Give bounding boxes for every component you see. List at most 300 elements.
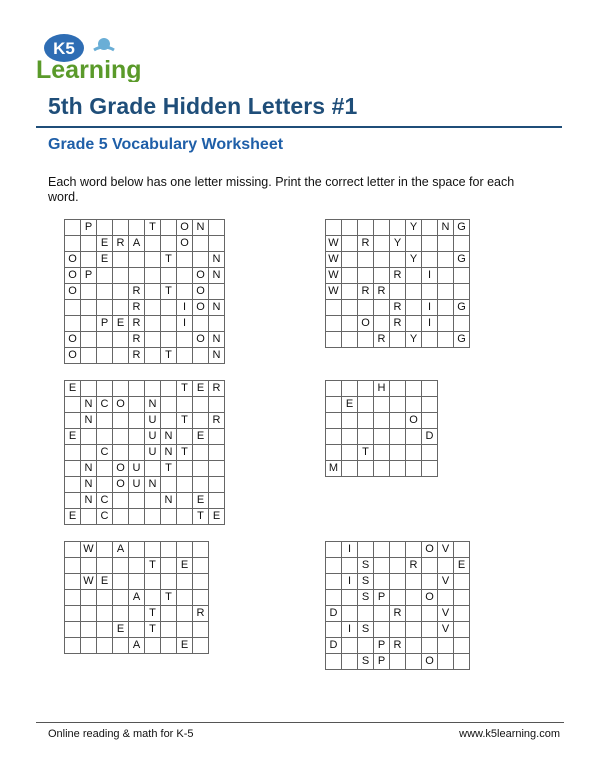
grid-cell[interactable]	[161, 477, 177, 493]
grid-cell[interactable]	[390, 332, 406, 348]
grid-cell[interactable]: T	[177, 413, 193, 429]
grid-cell[interactable]	[390, 220, 406, 236]
grid-cell[interactable]	[177, 509, 193, 525]
grid-cell[interactable]: O	[358, 316, 374, 332]
grid-cell[interactable]	[326, 413, 342, 429]
grid-cell[interactable]: O	[422, 590, 438, 606]
grid-cell[interactable]	[145, 590, 161, 606]
grid-cell[interactable]	[358, 268, 374, 284]
grid-cell[interactable]: C	[97, 397, 113, 413]
grid-cell[interactable]	[454, 284, 470, 300]
grid-cell[interactable]	[342, 429, 358, 445]
grid-cell[interactable]	[129, 268, 145, 284]
grid-cell[interactable]	[326, 622, 342, 638]
grid-cell[interactable]	[374, 413, 390, 429]
grid-cell[interactable]: S	[358, 558, 374, 574]
grid-cell[interactable]: Y	[390, 236, 406, 252]
grid-cell[interactable]	[326, 397, 342, 413]
grid-cell[interactable]	[145, 493, 161, 509]
grid-cell[interactable]	[406, 638, 422, 654]
grid-cell[interactable]	[97, 638, 113, 654]
grid-cell[interactable]	[390, 284, 406, 300]
grid-cell[interactable]	[65, 606, 81, 622]
grid-cell[interactable]	[177, 493, 193, 509]
grid-cell[interactable]: W	[326, 236, 342, 252]
grid-cell[interactable]: V	[438, 574, 454, 590]
grid-cell[interactable]	[145, 252, 161, 268]
grid-cell[interactable]	[145, 236, 161, 252]
grid-cell[interactable]	[454, 606, 470, 622]
grid-cell[interactable]	[342, 300, 358, 316]
grid-cell[interactable]	[65, 558, 81, 574]
grid-cell[interactable]	[209, 284, 225, 300]
grid-cell[interactable]	[65, 445, 81, 461]
grid-cell[interactable]	[177, 622, 193, 638]
grid-cell[interactable]	[406, 268, 422, 284]
grid-cell[interactable]: R	[193, 606, 209, 622]
grid-cell[interactable]	[81, 252, 97, 268]
grid-cell[interactable]	[81, 348, 97, 364]
grid-cell[interactable]	[81, 332, 97, 348]
grid-cell[interactable]	[113, 332, 129, 348]
grid-cell[interactable]	[145, 284, 161, 300]
grid-cell[interactable]	[177, 590, 193, 606]
grid-cell[interactable]	[177, 461, 193, 477]
grid-cell[interactable]: P	[374, 590, 390, 606]
grid-cell[interactable]	[81, 590, 97, 606]
grid-cell[interactable]	[113, 574, 129, 590]
grid-cell[interactable]	[422, 413, 438, 429]
grid-cell[interactable]	[129, 220, 145, 236]
grid-cell[interactable]: R	[358, 284, 374, 300]
grid-cell[interactable]	[145, 348, 161, 364]
grid-cell[interactable]	[97, 606, 113, 622]
grid-cell[interactable]: I	[177, 316, 193, 332]
grid-cell[interactable]: N	[209, 300, 225, 316]
grid-cell[interactable]	[358, 606, 374, 622]
grid-cell[interactable]	[209, 316, 225, 332]
grid-cell[interactable]	[145, 542, 161, 558]
grid-cell[interactable]	[129, 542, 145, 558]
grid-cell[interactable]	[374, 268, 390, 284]
grid-cell[interactable]	[342, 558, 358, 574]
grid-cell[interactable]	[129, 413, 145, 429]
grid-cell[interactable]	[390, 429, 406, 445]
grid-cell[interactable]: O	[193, 284, 209, 300]
grid-cell[interactable]	[358, 252, 374, 268]
grid-cell[interactable]: N	[438, 220, 454, 236]
grid-cell[interactable]: I	[422, 300, 438, 316]
grid-cell[interactable]: V	[438, 622, 454, 638]
grid-cell[interactable]	[406, 300, 422, 316]
grid-cell[interactable]	[438, 300, 454, 316]
grid-cell[interactable]: G	[454, 220, 470, 236]
grid-cell[interactable]: R	[374, 332, 390, 348]
grid-cell[interactable]	[454, 622, 470, 638]
grid-cell[interactable]	[177, 397, 193, 413]
grid-cell[interactable]	[374, 542, 390, 558]
grid-cell[interactable]	[145, 461, 161, 477]
grid-cell[interactable]: T	[358, 445, 374, 461]
grid-cell[interactable]	[374, 445, 390, 461]
grid-cell[interactable]: W	[326, 284, 342, 300]
grid-cell[interactable]: I	[342, 574, 358, 590]
grid-cell[interactable]	[406, 397, 422, 413]
grid-cell[interactable]	[193, 445, 209, 461]
grid-cell[interactable]	[326, 429, 342, 445]
grid-cell[interactable]	[438, 316, 454, 332]
grid-cell[interactable]: T	[145, 558, 161, 574]
grid-cell[interactable]: R	[209, 381, 225, 397]
grid-cell[interactable]	[113, 606, 129, 622]
grid-cell[interactable]	[209, 397, 225, 413]
grid-cell[interactable]	[113, 493, 129, 509]
grid-cell[interactable]	[161, 638, 177, 654]
grid-cell[interactable]: P	[374, 638, 390, 654]
grid-cell[interactable]	[193, 590, 209, 606]
grid-cell[interactable]: A	[129, 590, 145, 606]
grid-cell[interactable]	[326, 574, 342, 590]
grid-cell[interactable]	[113, 252, 129, 268]
grid-cell[interactable]	[129, 574, 145, 590]
grid-cell[interactable]	[97, 477, 113, 493]
grid-cell[interactable]: U	[145, 413, 161, 429]
grid-cell[interactable]	[193, 477, 209, 493]
grid-cell[interactable]	[81, 381, 97, 397]
grid-cell[interactable]: C	[97, 493, 113, 509]
grid-cell[interactable]	[454, 638, 470, 654]
grid-cell[interactable]	[342, 332, 358, 348]
grid-cell[interactable]: R	[129, 284, 145, 300]
grid-cell[interactable]	[65, 638, 81, 654]
grid-cell[interactable]	[374, 606, 390, 622]
grid-cell[interactable]: W	[326, 268, 342, 284]
grid-cell[interactable]	[374, 558, 390, 574]
grid-cell[interactable]	[374, 622, 390, 638]
grid-cell[interactable]	[65, 590, 81, 606]
grid-cell[interactable]: I	[177, 300, 193, 316]
grid-cell[interactable]	[65, 574, 81, 590]
grid-cell[interactable]: O	[193, 268, 209, 284]
grid-cell[interactable]: N	[209, 348, 225, 364]
grid-cell[interactable]	[326, 300, 342, 316]
grid-cell[interactable]: W	[81, 574, 97, 590]
grid-cell[interactable]	[81, 445, 97, 461]
grid-cell[interactable]: T	[161, 461, 177, 477]
grid-cell[interactable]	[193, 622, 209, 638]
grid-cell[interactable]	[358, 220, 374, 236]
grid-cell[interactable]	[113, 445, 129, 461]
grid-cell[interactable]: A	[113, 542, 129, 558]
grid-cell[interactable]	[374, 252, 390, 268]
grid-cell[interactable]: E	[193, 493, 209, 509]
grid-cell[interactable]	[406, 445, 422, 461]
grid-cell[interactable]: N	[161, 429, 177, 445]
grid-cell[interactable]: O	[65, 284, 81, 300]
grid-cell[interactable]: S	[358, 622, 374, 638]
grid-cell[interactable]: P	[81, 268, 97, 284]
grid-cell[interactable]: N	[81, 413, 97, 429]
grid-cell[interactable]	[422, 397, 438, 413]
grid-cell[interactable]	[97, 558, 113, 574]
grid-cell[interactable]	[129, 397, 145, 413]
grid-cell[interactable]	[145, 574, 161, 590]
grid-cell[interactable]: R	[129, 300, 145, 316]
grid-cell[interactable]	[454, 316, 470, 332]
grid-cell[interactable]	[438, 268, 454, 284]
grid-cell[interactable]	[438, 252, 454, 268]
grid-cell[interactable]	[97, 332, 113, 348]
grid-cell[interactable]	[129, 558, 145, 574]
grid-cell[interactable]	[358, 542, 374, 558]
grid-cell[interactable]	[406, 429, 422, 445]
grid-cell[interactable]: D	[422, 429, 438, 445]
grid-cell[interactable]	[145, 332, 161, 348]
grid-cell[interactable]: E	[65, 381, 81, 397]
grid-cell[interactable]: P	[81, 220, 97, 236]
grid-cell[interactable]	[65, 493, 81, 509]
grid-cell[interactable]: N	[81, 461, 97, 477]
grid-cell[interactable]	[113, 381, 129, 397]
grid-cell[interactable]	[81, 606, 97, 622]
grid-cell[interactable]: I	[422, 316, 438, 332]
grid-cell[interactable]: O	[422, 542, 438, 558]
grid-cell[interactable]	[81, 300, 97, 316]
grid-cell[interactable]	[358, 638, 374, 654]
grid-cell[interactable]	[454, 268, 470, 284]
grid-cell[interactable]: T	[161, 284, 177, 300]
grid-cell[interactable]	[326, 381, 342, 397]
grid-cell[interactable]: S	[358, 654, 374, 670]
grid-cell[interactable]: T	[161, 348, 177, 364]
grid-cell[interactable]	[129, 622, 145, 638]
grid-cell[interactable]	[342, 381, 358, 397]
grid-cell[interactable]: E	[65, 429, 81, 445]
grid-cell[interactable]	[326, 220, 342, 236]
grid-cell[interactable]: E	[97, 236, 113, 252]
grid-cell[interactable]: D	[326, 606, 342, 622]
grid-cell[interactable]	[374, 316, 390, 332]
grid-cell[interactable]	[406, 654, 422, 670]
grid-cell[interactable]	[374, 220, 390, 236]
grid-cell[interactable]	[145, 268, 161, 284]
grid-cell[interactable]: N	[81, 493, 97, 509]
grid-cell[interactable]	[81, 509, 97, 525]
grid-cell[interactable]: N	[81, 477, 97, 493]
grid-cell[interactable]	[438, 236, 454, 252]
grid-cell[interactable]	[193, 638, 209, 654]
grid-cell[interactable]: O	[113, 461, 129, 477]
grid-cell[interactable]	[161, 574, 177, 590]
grid-cell[interactable]	[161, 397, 177, 413]
grid-cell[interactable]	[209, 236, 225, 252]
grid-cell[interactable]	[81, 284, 97, 300]
grid-cell[interactable]: T	[145, 606, 161, 622]
grid-cell[interactable]	[65, 477, 81, 493]
grid-cell[interactable]	[342, 461, 358, 477]
grid-cell[interactable]	[390, 590, 406, 606]
grid-cell[interactable]	[374, 461, 390, 477]
grid-cell[interactable]: R	[358, 236, 374, 252]
grid-cell[interactable]	[358, 381, 374, 397]
grid-cell[interactable]: E	[454, 558, 470, 574]
grid-cell[interactable]: N	[161, 493, 177, 509]
grid-cell[interactable]	[113, 284, 129, 300]
grid-cell[interactable]: G	[454, 332, 470, 348]
grid-cell[interactable]	[177, 348, 193, 364]
grid-cell[interactable]	[342, 590, 358, 606]
grid-cell[interactable]	[390, 574, 406, 590]
grid-cell[interactable]	[177, 429, 193, 445]
grid-cell[interactable]	[113, 348, 129, 364]
grid-cell[interactable]: G	[454, 300, 470, 316]
grid-cell[interactable]: P	[97, 316, 113, 332]
grid-cell[interactable]: O	[406, 413, 422, 429]
grid-cell[interactable]	[161, 300, 177, 316]
grid-cell[interactable]: N	[81, 397, 97, 413]
grid-cell[interactable]	[81, 638, 97, 654]
grid-cell[interactable]: H	[374, 381, 390, 397]
grid-cell[interactable]	[406, 542, 422, 558]
grid-cell[interactable]: I	[342, 622, 358, 638]
grid-cell[interactable]	[422, 558, 438, 574]
grid-cell[interactable]	[342, 268, 358, 284]
grid-cell[interactable]: T	[177, 381, 193, 397]
grid-cell[interactable]: N	[161, 445, 177, 461]
grid-cell[interactable]	[65, 542, 81, 558]
grid-cell[interactable]	[161, 413, 177, 429]
grid-cell[interactable]	[342, 316, 358, 332]
grid-cell[interactable]: R	[406, 558, 422, 574]
grid-cell[interactable]	[438, 558, 454, 574]
footer-website-link[interactable]: www.k5learning.com	[459, 728, 560, 740]
grid-cell[interactable]	[161, 542, 177, 558]
grid-cell[interactable]	[193, 558, 209, 574]
grid-cell[interactable]: U	[145, 445, 161, 461]
grid-cell[interactable]: E	[113, 622, 129, 638]
grid-cell[interactable]	[326, 558, 342, 574]
grid-cell[interactable]	[161, 381, 177, 397]
grid-cell[interactable]	[406, 316, 422, 332]
grid-cell[interactable]: E	[177, 638, 193, 654]
grid-cell[interactable]	[177, 284, 193, 300]
grid-cell[interactable]: I	[342, 542, 358, 558]
grid-cell[interactable]	[81, 429, 97, 445]
grid-cell[interactable]: R	[374, 284, 390, 300]
grid-cell[interactable]	[406, 284, 422, 300]
grid-cell[interactable]	[65, 397, 81, 413]
grid-cell[interactable]	[326, 332, 342, 348]
grid-cell[interactable]	[406, 574, 422, 590]
grid-cell[interactable]	[422, 606, 438, 622]
grid-cell[interactable]: R	[390, 316, 406, 332]
grid-cell[interactable]: N	[145, 397, 161, 413]
grid-cell[interactable]	[438, 284, 454, 300]
grid-cell[interactable]	[129, 252, 145, 268]
grid-cell[interactable]	[193, 461, 209, 477]
grid-cell[interactable]: O	[193, 332, 209, 348]
grid-cell[interactable]: O	[65, 252, 81, 268]
grid-cell[interactable]	[97, 268, 113, 284]
grid-cell[interactable]	[97, 413, 113, 429]
grid-cell[interactable]	[406, 236, 422, 252]
grid-cell[interactable]: O	[177, 236, 193, 252]
grid-cell[interactable]	[390, 381, 406, 397]
grid-cell[interactable]	[390, 542, 406, 558]
grid-cell[interactable]	[342, 638, 358, 654]
grid-cell[interactable]	[65, 622, 81, 638]
grid-cell[interactable]	[326, 316, 342, 332]
grid-cell[interactable]	[209, 445, 225, 461]
grid-cell[interactable]	[161, 268, 177, 284]
grid-cell[interactable]	[422, 284, 438, 300]
grid-cell[interactable]: R	[390, 638, 406, 654]
grid-cell[interactable]: R	[129, 332, 145, 348]
grid-cell[interactable]: O	[177, 220, 193, 236]
grid-cell[interactable]	[81, 558, 97, 574]
grid-cell[interactable]	[438, 654, 454, 670]
grid-cell[interactable]	[342, 413, 358, 429]
grid-cell[interactable]: O	[422, 654, 438, 670]
grid-cell[interactable]	[177, 268, 193, 284]
grid-cell[interactable]: Y	[406, 252, 422, 268]
grid-cell[interactable]	[422, 381, 438, 397]
grid-cell[interactable]	[422, 622, 438, 638]
grid-cell[interactable]	[177, 332, 193, 348]
grid-cell[interactable]	[81, 316, 97, 332]
grid-cell[interactable]	[145, 300, 161, 316]
grid-cell[interactable]	[177, 542, 193, 558]
grid-cell[interactable]	[390, 558, 406, 574]
grid-cell[interactable]	[342, 252, 358, 268]
grid-cell[interactable]	[390, 654, 406, 670]
grid-cell[interactable]	[193, 252, 209, 268]
grid-cell[interactable]	[193, 542, 209, 558]
grid-cell[interactable]	[209, 461, 225, 477]
grid-cell[interactable]: O	[65, 348, 81, 364]
grid-cell[interactable]	[65, 316, 81, 332]
grid-cell[interactable]	[422, 574, 438, 590]
grid-cell[interactable]	[454, 542, 470, 558]
grid-cell[interactable]	[145, 381, 161, 397]
grid-cell[interactable]: T	[161, 252, 177, 268]
grid-cell[interactable]	[209, 429, 225, 445]
grid-cell[interactable]	[438, 332, 454, 348]
grid-cell[interactable]: V	[438, 606, 454, 622]
grid-cell[interactable]: T	[177, 445, 193, 461]
grid-cell[interactable]	[65, 236, 81, 252]
grid-cell[interactable]	[145, 509, 161, 525]
grid-cell[interactable]	[209, 477, 225, 493]
grid-cell[interactable]: E	[209, 509, 225, 525]
grid-cell[interactable]	[326, 590, 342, 606]
grid-cell[interactable]	[374, 429, 390, 445]
grid-cell[interactable]	[193, 236, 209, 252]
grid-cell[interactable]: E	[97, 574, 113, 590]
grid-cell[interactable]	[161, 236, 177, 252]
grid-cell[interactable]: O	[65, 268, 81, 284]
grid-cell[interactable]	[422, 252, 438, 268]
grid-cell[interactable]	[422, 220, 438, 236]
grid-cell[interactable]	[113, 558, 129, 574]
grid-cell[interactable]: W	[81, 542, 97, 558]
grid-cell[interactable]: R	[390, 300, 406, 316]
grid-cell[interactable]	[326, 542, 342, 558]
grid-cell[interactable]	[422, 638, 438, 654]
grid-cell[interactable]: T	[161, 590, 177, 606]
grid-cell[interactable]	[374, 236, 390, 252]
grid-cell[interactable]	[129, 381, 145, 397]
